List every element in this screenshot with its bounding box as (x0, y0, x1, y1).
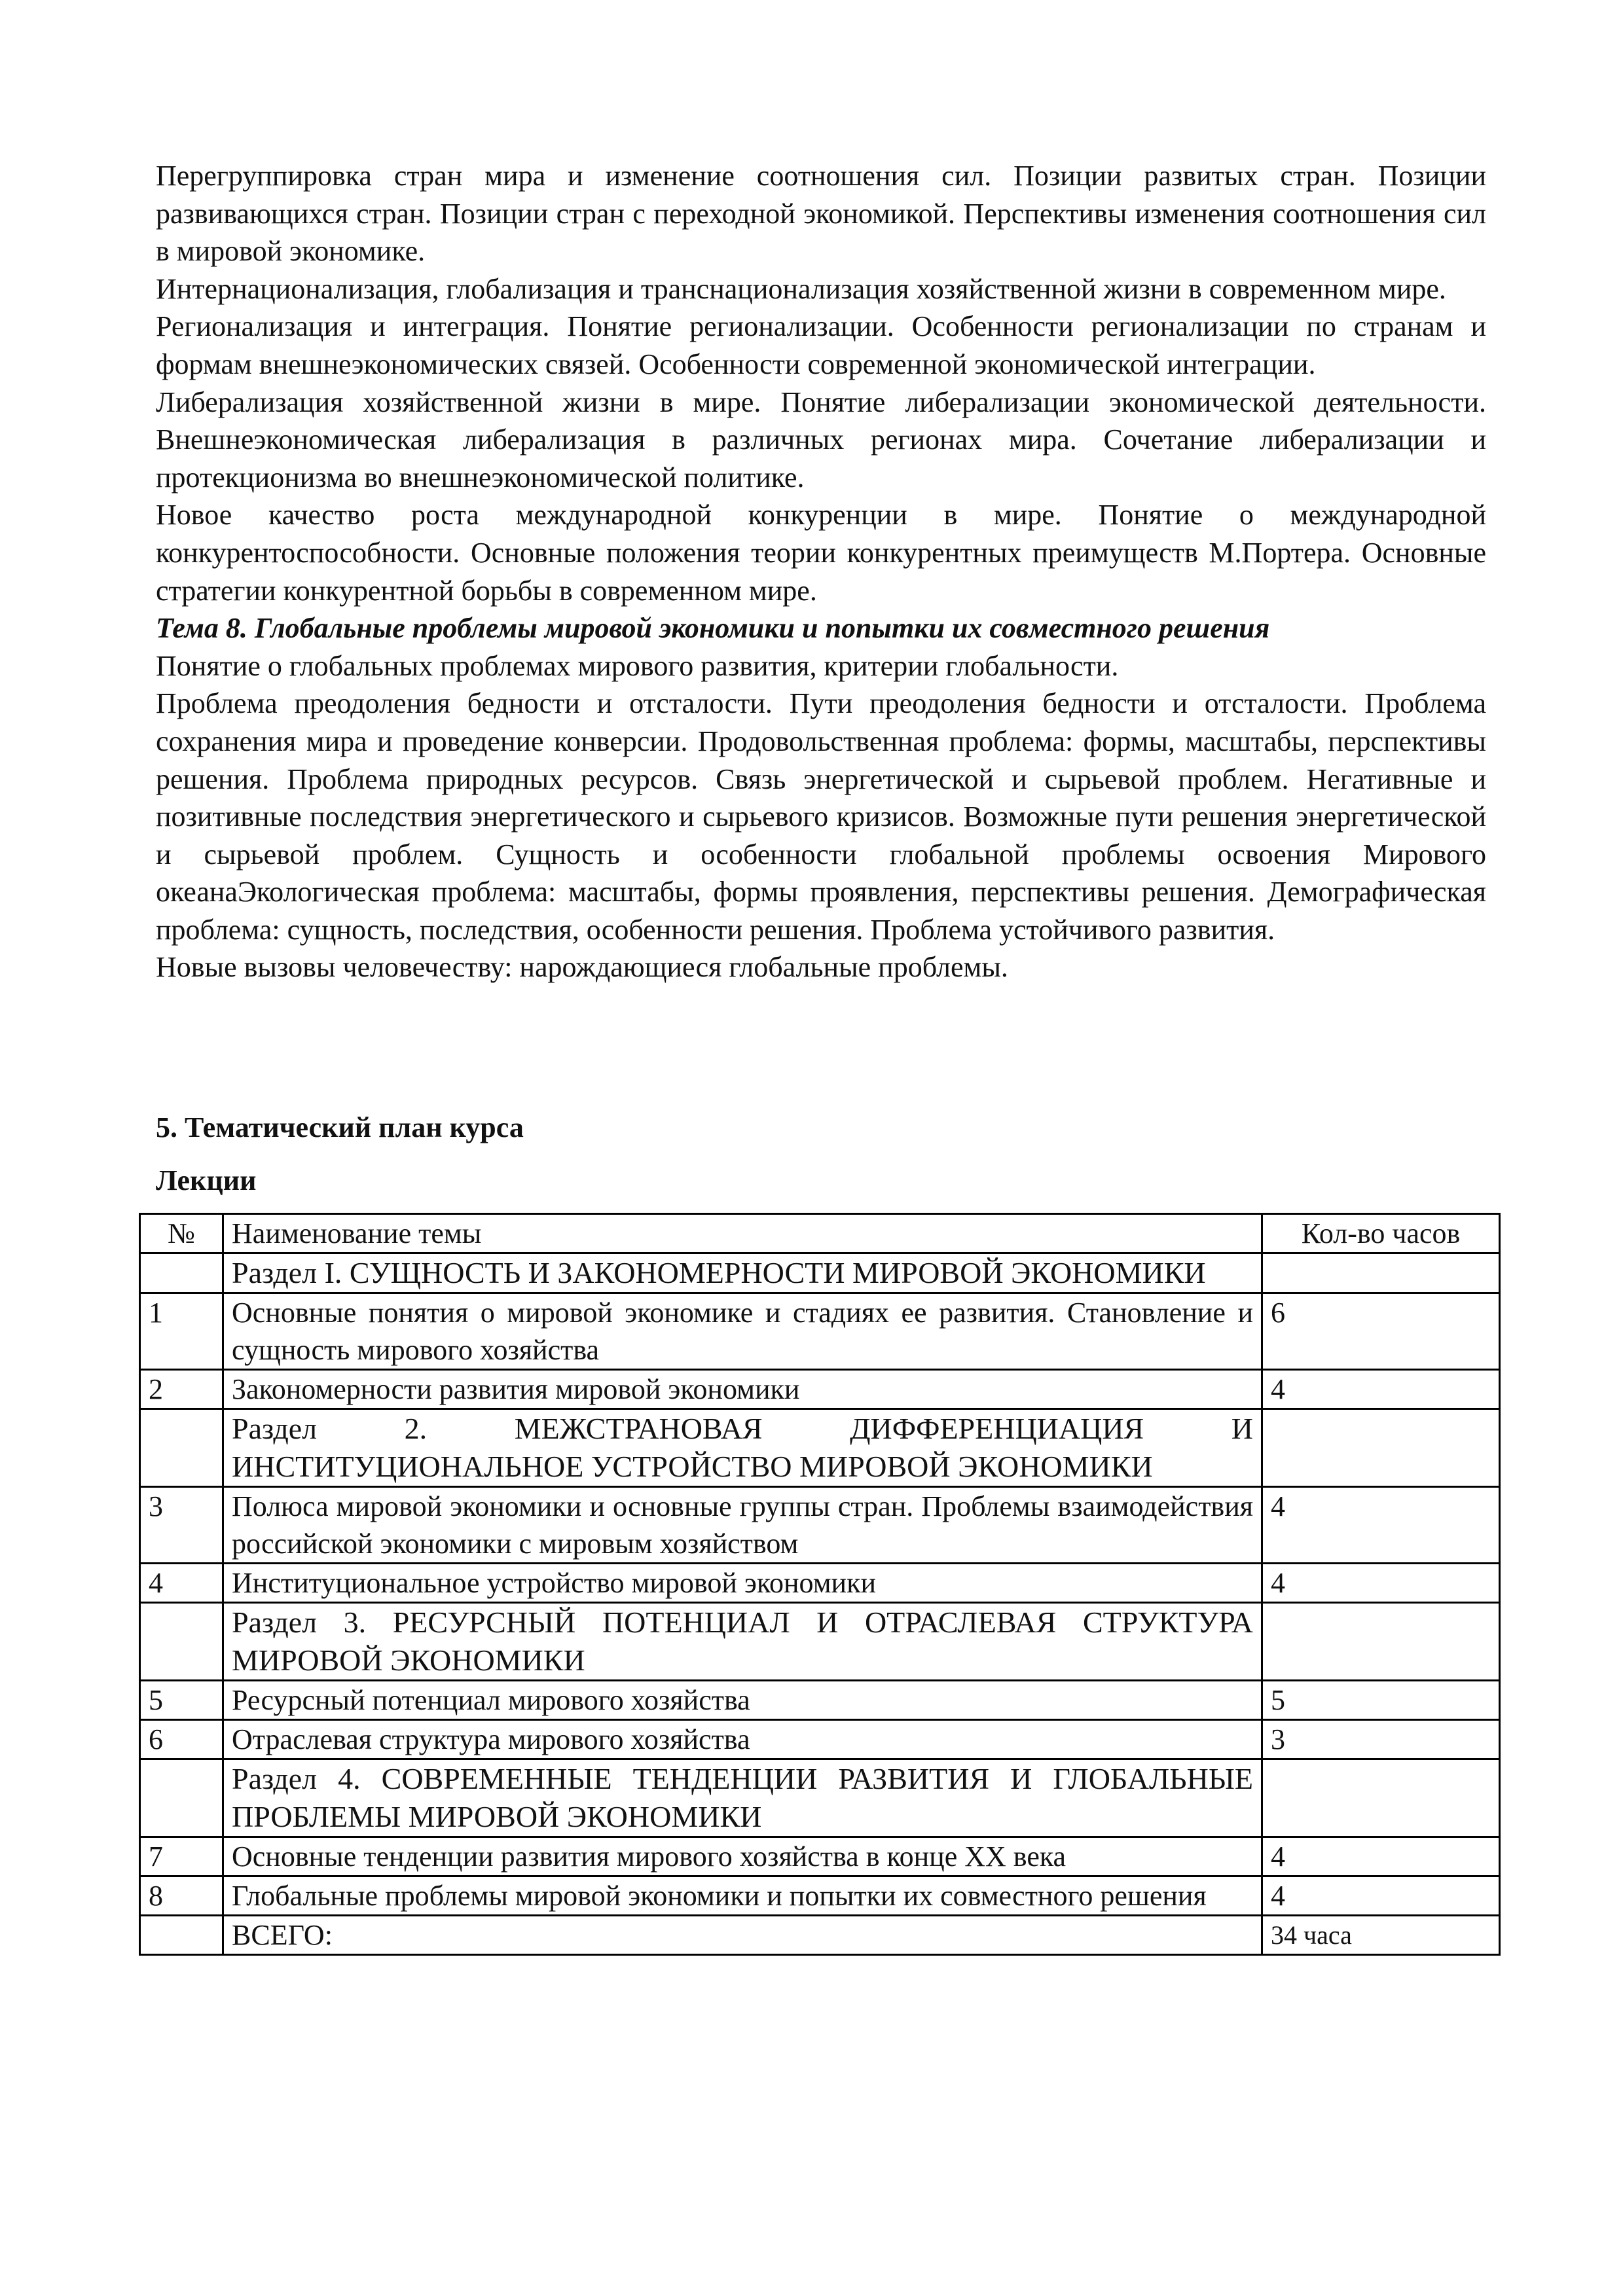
row-hours: 4 (1262, 1837, 1500, 1876)
paragraph: Новое качество роста международной конкуренции в мире. Понятие о международной конкурентоспособности. Основные положения теории конкурентных преимуществ М.Портера. Основные стратегии конкурентной борьбы в современном мире. (156, 499, 1486, 607)
table-row (140, 1681, 1500, 1720)
header-number: № (140, 1214, 223, 1253)
paragraph: Новые вызовы человечеству: нарождающиеся глобальные проблемы. (156, 951, 1008, 984)
total-hours: 34 часа (1262, 1916, 1500, 1955)
subheading-lectures: Лекции (156, 1164, 257, 1196)
row-number (140, 1603, 223, 1681)
paragraph: Проблема преодоления бедности и отсталости. Пути преодоления бедности и отсталости. Проблема сохранения мира и проведение конверсии. Продовольственная проблема: формы, масштабы, перспективы решения. Проблема природных ресурсов. Связь энергетической и сырьевой проблем. Негативные и позитивные последствия энергетического и сырьевого кризисов. Возможные пути решения энергетической и сырьевой проблем. Сущность и особенности глобальной проблемы освоения Мирового океанаЭкологическая проблема: масштабы, формы проявления, перспективы решения. Демографическая проблема: сущность, последствия, особенности решения. Проблема устойчивого развития. (156, 687, 1486, 946)
table-total-row (140, 1916, 1500, 1955)
row-number: 2 (140, 1370, 223, 1409)
table-row (140, 1564, 1500, 1603)
row-hours (1262, 1759, 1500, 1837)
paragraph: Регионализация и интеграция. Понятие регионализации. Особенности регионализации по странам и формам внешнеэкономических связей. Особенности современной экономической интеграции. (156, 310, 1486, 380)
row-topic: Закономерности развития мировой экономики (223, 1370, 1262, 1409)
table-row (140, 1293, 1500, 1370)
table-row (140, 1370, 1500, 1409)
table-row (140, 1253, 1500, 1293)
row-hours: 4 (1262, 1564, 1500, 1603)
row-number: 8 (140, 1876, 223, 1916)
table-row (140, 1837, 1500, 1876)
row-number (140, 1253, 223, 1293)
row-number: 6 (140, 1720, 223, 1759)
row-hours: 6 (1262, 1293, 1500, 1370)
section-heading-plan: 5. Тематический план курса (156, 1111, 524, 1143)
lecture-plan-table (139, 1213, 1501, 1956)
row-hours (1262, 1253, 1500, 1293)
row-hours: 4 (1262, 1370, 1500, 1409)
paragraph: Понятие о глобальных проблемах мирового развития, критерии глобальности. (156, 649, 1119, 682)
table-row (140, 1720, 1500, 1759)
body-text (156, 157, 1486, 986)
table-header-row (140, 1214, 1500, 1253)
row-topic: Институциональное устройство мировой экономики (223, 1564, 1262, 1603)
row-topic: Раздел 2. МЕЖСТРАНОВАЯ ДИФФЕРЕНЦИАЦИЯ И ИНСТИТУЦИОНАЛЬНОЕ УСТРОЙСТВО МИРОВОЙ ЭКОНОМИКИ (223, 1409, 1262, 1487)
row-topic: Полюса мировой экономики и основные группы стран. Проблемы взаимодействия российской экономики с мировым хозяйством (223, 1487, 1262, 1564)
row-topic: Ресурсный потенциал мирового хозяйства (223, 1681, 1262, 1720)
row-topic: Основные понятия о мировой экономике и стадиях ее развития. Становление и сущность мирового хозяйства (223, 1293, 1262, 1370)
table-row (140, 1876, 1500, 1916)
table-row (140, 1759, 1500, 1837)
row-number: 4 (140, 1564, 223, 1603)
row-number (140, 1409, 223, 1487)
row-number (140, 1916, 223, 1955)
row-hours: 3 (1262, 1720, 1500, 1759)
total-label: ВСЕГО: (223, 1916, 1262, 1955)
table-row (140, 1409, 1500, 1487)
header-hours: Кол-во часов (1262, 1214, 1500, 1253)
row-topic: Основные тенденции развития мирового хозяйства в конце XX века (223, 1837, 1262, 1876)
table-row (140, 1603, 1500, 1681)
row-hours (1262, 1409, 1500, 1487)
row-hours: 4 (1262, 1487, 1500, 1564)
row-topic: Глобальные проблемы мировой экономики и попытки их совместного решения (223, 1876, 1262, 1916)
row-topic: Раздел I. СУЩНОСТЬ И ЗАКОНОМЕРНОСТИ МИРОВОЙ ЭКОНОМИКИ (223, 1253, 1262, 1293)
row-hours (1262, 1603, 1500, 1681)
row-number: 5 (140, 1681, 223, 1720)
row-number: 7 (140, 1837, 223, 1876)
paragraph: Либерализация хозяйственной жизни в мире. Понятие либерализации экономической деятельности. Внешнеэкономическая либерализация в различных регионах мира. Сочетание либерализации и протекционизма во внешнеэкономической политике. (156, 386, 1486, 493)
table-row (140, 1487, 1500, 1564)
row-hours: 5 (1262, 1681, 1500, 1720)
row-topic: Раздел 3. РЕСУРСНЫЙ ПОТЕНЦИАЛ И ОТРАСЛЕВАЯ СТРУКТУРА МИРОВОЙ ЭКОНОМИКИ (223, 1603, 1262, 1681)
row-number (140, 1759, 223, 1837)
row-number: 3 (140, 1487, 223, 1564)
paragraph: Интернационализация, глобализация и транснационализация хозяйственной жизни в современном мире. (156, 272, 1446, 305)
header-topic: Наименование темы (223, 1214, 1262, 1253)
row-number: 1 (140, 1293, 223, 1370)
row-topic: Раздел 4. СОВРЕМЕННЫЕ ТЕНДЕНЦИИ РАЗВИТИЯ И ГЛОБАЛЬНЫЕ ПРОБЛЕМЫ МИРОВОЙ ЭКОНОМИКИ (223, 1759, 1262, 1837)
row-hours: 4 (1262, 1876, 1500, 1916)
paragraph: Перегруппировка стран мира и изменение соотношения сил. Позиции развитых стран. Позиции развивающихся стран. Позиции стран с переходной экономикой. Перспективы изменения соотношения сил в мировой экономике. (156, 160, 1486, 268)
topic-8-heading: Тема 8. Глобальные проблемы мировой экономики и попытки их совместного решения (156, 612, 1270, 645)
row-topic: Отраслевая структура мирового хозяйства (223, 1720, 1262, 1759)
